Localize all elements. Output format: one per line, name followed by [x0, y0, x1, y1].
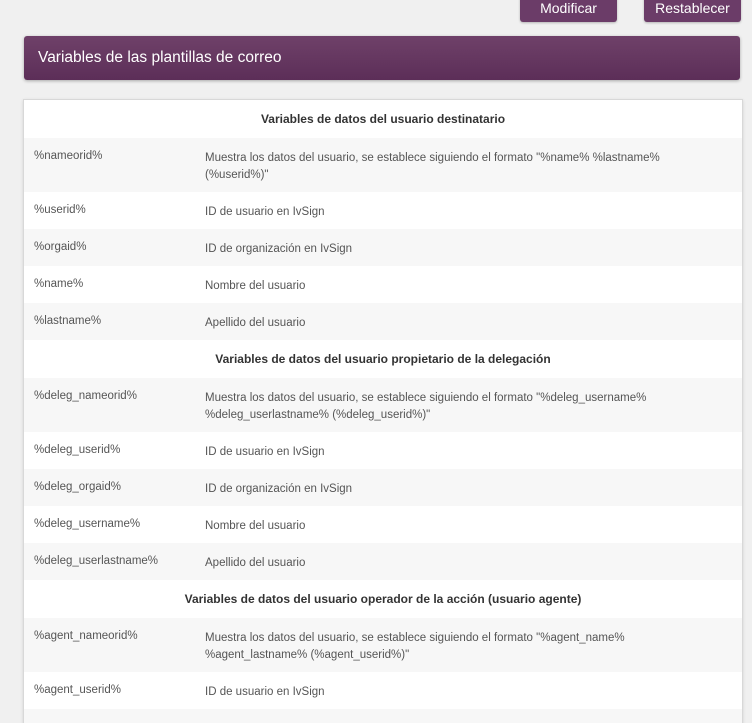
- variable-name: %lastname%: [34, 315, 102, 327]
- variable-name: %deleg_orgaid%: [34, 481, 121, 493]
- section-title-recipient: Variables de datos del usuario destinatario: [24, 100, 742, 138]
- variable-name: %deleg_userlastname%: [34, 555, 159, 567]
- table-row: [24, 378, 742, 432]
- table-row: [24, 506, 742, 543]
- variable-description: ID de usuario en IvSign: [205, 206, 325, 218]
- variable-name: %deleg_username%: [34, 518, 141, 530]
- variable-description: ID de usuario en IvSign: [205, 446, 325, 458]
- table-row: [24, 432, 742, 469]
- section-title-agent-operator: Variables de datos del usuario operador de la acción (usuario agente): [24, 580, 742, 618]
- variable-description: Muestra los datos del usuario, se establece siguiendo el formato "%deleg_username% %deleg_userlastname% (%deleg_userid%)": [205, 392, 647, 421]
- variable-name: %agent_nameorid%: [34, 630, 138, 642]
- modify-button[interactable]: Modificar: [520, 0, 617, 22]
- variable-name: %name%: [34, 278, 84, 290]
- table-row: [24, 138, 742, 192]
- variable-name: %orgaid%: [34, 241, 87, 253]
- table-row: [24, 543, 742, 580]
- table-row: [24, 303, 742, 340]
- table-row: [24, 192, 742, 229]
- variable-description: Nombre del usuario: [205, 280, 306, 292]
- variable-description: ID de organización en IvSign: [205, 243, 353, 255]
- panel-title: Variables de las plantillas de correo: [24, 36, 740, 80]
- variable-name: %userid%: [34, 204, 86, 216]
- table-row: [24, 618, 742, 672]
- variable-description: Muestra los datos del usuario, se establece siguiendo el formato "%agent_name% %agent_lastname% (%agent_userid%)": [205, 632, 625, 661]
- variable-description: Nombre del usuario: [205, 520, 306, 532]
- variable-description: Apellido del usuario: [205, 317, 306, 329]
- variable-name: %nameorid%: [34, 150, 103, 162]
- table-row: [24, 266, 742, 303]
- section-title-delegation-owner: Variables de datos del usuario propietario de la delegación: [24, 340, 742, 378]
- variable-description: Muestra los datos del usuario, se establece siguiendo el formato "%name% %lastname% (%userid%)": [205, 152, 660, 181]
- variable-description: Apellido del usuario: [205, 557, 306, 569]
- variable-name: %agent_userid%: [34, 684, 121, 696]
- table-row: [24, 672, 742, 709]
- variable-description: ID de usuario en IvSign: [205, 686, 325, 698]
- variables-table: [23, 99, 743, 723]
- variable-name: %deleg_userid%: [34, 444, 121, 456]
- table-row: [24, 469, 742, 506]
- variable-name: %deleg_nameorid%: [34, 390, 137, 402]
- reset-button[interactable]: Restablecer: [644, 0, 741, 22]
- table-row: [24, 229, 742, 266]
- table-row: [24, 709, 742, 723]
- variable-description: ID de organización en IvSign: [205, 483, 353, 495]
